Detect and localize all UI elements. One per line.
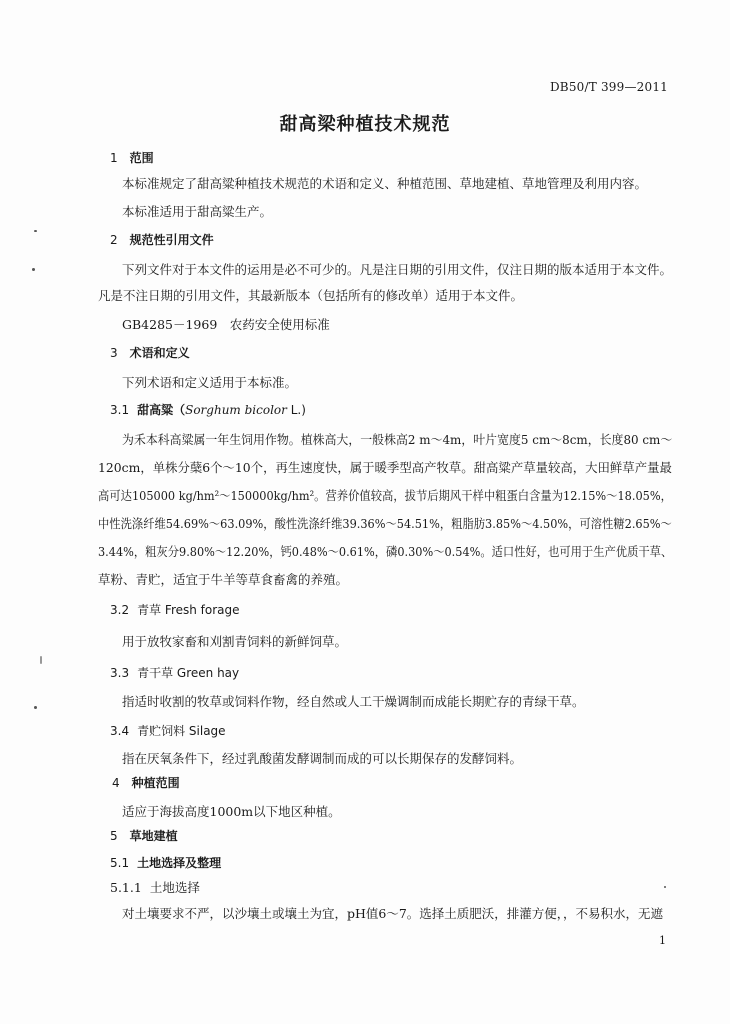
term-3-4-heading <box>110 723 226 739</box>
definition-line: 草粉、青贮，适宜于牛羊等草食畜禽的养殖。 <box>98 572 349 587</box>
term-3-3-heading <box>110 665 239 681</box>
section-5-1-1-heading <box>110 880 200 896</box>
section-title: 范围 <box>129 151 154 165</box>
section-number: 5.1 <box>110 856 130 870</box>
term-number: 3.4 <box>110 724 130 738</box>
definition-line: 指适时收割的牧草或饲料作物，经自然或人工干燥调制而成能长期贮存的青绿干草。 <box>122 694 585 709</box>
scan-speck <box>664 886 666 888</box>
definition-line: 3.44%，粗灰分9.80%～12.20%，钙0.48%～0.61%，磷0.30%～0.54%。适口性好，也可用于生产优质干草、 <box>98 544 673 559</box>
paragraph: 本标准适用于甜高粱生产。 <box>122 204 273 219</box>
scan-speck <box>34 230 37 232</box>
term-name: 青干草 Green hay <box>137 666 240 680</box>
definition-line: 指在厌氧条件下，经过乳酸菌发酵调制而成的可以长期保存的发酵饲料。 <box>122 751 523 766</box>
definition-line: 为禾本科高粱属一年生饲用作物。植株高大，一般株高2 m～4m，叶片宽度5 cm～8cm，长度80 cm～ <box>122 432 673 447</box>
definition-line: 中性洗涤纤维54.69%～63.09%，酸性洗涤纤维39.36%～54.51%，粗脂肪3.85%～4.50%，可溶性糖2.65%～ <box>98 516 672 531</box>
section-title: 规范性引用文件 <box>129 233 214 247</box>
document-title: 甜高梁种植技术规范 <box>279 114 451 135</box>
normative-reference: GB4285－1969 农药安全使用标准 <box>122 317 330 332</box>
section-2-heading <box>110 232 214 248</box>
section-5-1-heading <box>110 855 221 871</box>
paragraph: 本标准规定了甜高粱种植技术规范的术语和定义、种植范围、草地建植、草地管理及利用内容。 <box>122 176 648 191</box>
term-name: 青贮饲料 Silage <box>137 724 226 738</box>
paragraph: 适应于海拔高度1000m以下地区种植。 <box>122 804 341 819</box>
section-4-heading <box>112 775 180 791</box>
page-number: 1 <box>659 934 666 947</box>
section-number: 5.1.1 <box>110 880 142 895</box>
scan-speck <box>32 268 35 271</box>
section-1-heading <box>110 150 154 166</box>
term-number: 3.3 <box>110 666 130 680</box>
standard-number: DB50/T 399—2011 <box>549 80 668 94</box>
section-title: 草地建植 <box>129 829 178 843</box>
section-title: 土地选择 <box>149 880 200 895</box>
section-5-heading <box>110 828 178 844</box>
definition-line: 120cm，单株分蘖6个～10个，再生速度快，属于暖季型高产牧草。甜高粱产草量较高，大田鲜草产量最 <box>98 460 672 475</box>
term-number: 3.2 <box>110 603 130 617</box>
section-title: 术语和定义 <box>129 346 190 360</box>
paragraph: 对土壤要求不严，以沙壤土或壤土为宜，pH值6～7。选择土质肥沃，排灌方便，，不易积水，无遮 <box>122 906 664 921</box>
paragraph: 下列术语和定义适用于本标准。 <box>122 375 298 390</box>
term-3-1-heading <box>110 402 306 418</box>
scan-speck <box>34 706 37 709</box>
term-name: 青草 Fresh forage <box>137 603 240 617</box>
definition-line: 用于放牧家畜和刈割青饲料的新鲜饲草。 <box>122 634 348 649</box>
definition-line: 高可达105000 kg/hm²～150000kg/hm²。营养价值较高，拔节后期风干样中粗蛋白含量为12.15%～18.05%， <box>98 488 672 503</box>
term-3-2-heading <box>110 602 240 618</box>
term-number: 3.1 <box>110 403 130 417</box>
term-author: L.) <box>286 403 306 417</box>
section-3-heading <box>110 345 190 361</box>
paragraph: 凡是不注日期的引用文件，其最新版本（包括所有的修改单）适用于本文件。 <box>98 288 524 303</box>
scan-speck <box>40 656 42 664</box>
section-number: 3 <box>110 346 118 360</box>
section-title: 种植范围 <box>131 776 180 790</box>
section-number: 5 <box>110 829 118 843</box>
section-number: 4 <box>112 776 120 790</box>
section-title: 土地选择及整理 <box>137 856 222 870</box>
term-name: 甜高粱（ <box>137 403 186 417</box>
term-latin-name: Sorghum bicolor <box>185 403 287 417</box>
section-number: 2 <box>110 233 118 247</box>
section-number: 1 <box>110 151 118 165</box>
paragraph: 下列文件对于本文件的运用是必不可少的。凡是注日期的引用文件，仅注日期的版本适用于本文件。 <box>122 262 673 277</box>
